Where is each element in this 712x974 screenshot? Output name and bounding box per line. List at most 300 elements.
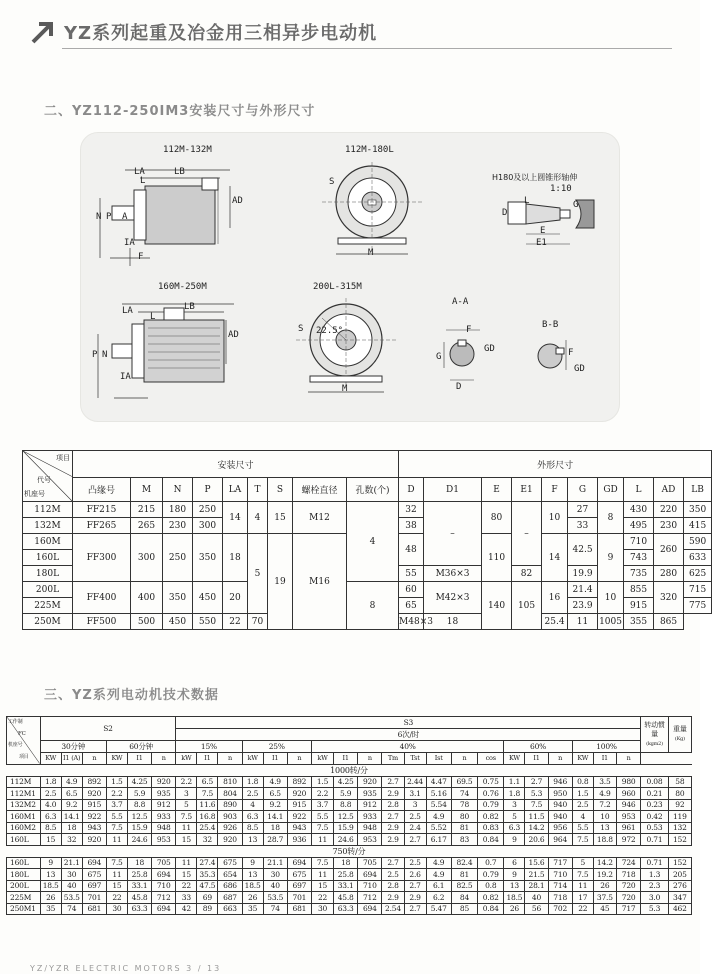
value-cell: 7.5 — [311, 822, 333, 834]
value-cell: 132 — [668, 822, 691, 834]
value-cell: 276 — [668, 880, 691, 892]
value-cell: 21.1 — [61, 857, 82, 869]
frame-cell: 160M1 — [7, 811, 41, 823]
frame-cell: 180L — [23, 566, 73, 582]
value-cell: 42 — [176, 903, 197, 915]
value-cell: 0.71 — [641, 834, 668, 846]
value-cell: 19.2 — [593, 869, 616, 881]
value-cell: 0.7 — [478, 857, 504, 869]
value-cell: 6.3 — [504, 822, 525, 834]
value-cell: 15.9 — [127, 822, 151, 834]
drawing-title-112m-132m: 112M-132M — [163, 145, 212, 155]
value-cell: 355 — [624, 614, 654, 630]
dim-label-lb: LB — [174, 167, 185, 177]
dim-label-a: A — [122, 212, 128, 222]
value-cell: 5.9 — [127, 788, 151, 800]
value-cell: 8 — [347, 582, 399, 630]
table2-corner-cell — [7, 717, 41, 765]
dim-label-ia-160: IA — [120, 372, 131, 382]
value-cell: 82 — [512, 566, 542, 582]
col-d1: D1 — [424, 478, 482, 502]
value-cell: 7.5 — [572, 834, 593, 846]
frame-cell: 225M — [23, 598, 73, 614]
dim-label-m-200: M — [342, 384, 348, 394]
value-cell: 13 — [242, 834, 263, 846]
column-header: KW — [572, 753, 593, 765]
arrow-up-right-icon — [30, 19, 56, 45]
value-cell: 250 — [163, 534, 193, 582]
value-cell: 6.1 — [426, 880, 451, 892]
col-n: N — [163, 478, 193, 502]
value-cell: 625 — [684, 566, 712, 582]
dim-label-ia: IA — [124, 238, 135, 248]
value-cell: 3 — [404, 799, 426, 811]
value-cell: 0.53 — [641, 822, 668, 834]
value-cell: 6.2 — [426, 892, 451, 904]
angle-label: 22.5° — [316, 326, 344, 336]
value-cell: 0.75 — [478, 776, 504, 788]
value-cell: 933 — [152, 811, 176, 823]
speed-750-header: 750转/分 — [7, 845, 692, 857]
value-cell: 230 — [654, 518, 684, 534]
flange-cell: FF215 — [73, 502, 131, 518]
value-cell: 697 — [82, 880, 106, 892]
dim-label-gd-aa: GD — [484, 344, 495, 354]
dim-label-n-160: N — [102, 350, 108, 360]
value-cell: 4.25 — [127, 776, 151, 788]
value-cell: 80 — [482, 502, 512, 534]
dim-label-l-160: L — [150, 312, 156, 322]
dim-label-f-bb: F — [568, 348, 574, 358]
value-cell: 4.47 — [426, 776, 451, 788]
value-cell: 10 — [542, 502, 568, 534]
value-cell: 152 — [668, 834, 691, 846]
value-cell: 687 — [218, 892, 242, 904]
value-cell: 1.8 — [40, 776, 61, 788]
value-cell: 30 — [311, 903, 333, 915]
value-cell: 0.8 — [478, 880, 504, 892]
value-cell: 450 — [193, 582, 223, 614]
value-cell: 694 — [287, 857, 311, 869]
value-cell: 11 — [311, 869, 333, 881]
value-cell: 4.0 — [40, 799, 61, 811]
value-cell: 15 — [176, 834, 197, 846]
value-cell: 1.3 — [641, 869, 668, 881]
table-row — [7, 834, 692, 846]
value-cell: 33 — [176, 892, 197, 904]
col-bolt: 螺栓直径 — [293, 478, 347, 502]
value-cell: 4 — [248, 502, 268, 534]
value-cell: 961 — [616, 822, 640, 834]
value-cell: 1.8 — [504, 788, 525, 800]
value-cell: 15 — [268, 502, 293, 534]
value-cell: 152 — [668, 857, 691, 869]
value-cell: 694 — [152, 903, 176, 915]
frame-cell: 225M — [7, 892, 41, 904]
value-cell: 22 — [223, 614, 248, 630]
value-cell: 2.5 — [242, 788, 263, 800]
col-la: LA — [223, 478, 248, 502]
value-cell: 940 — [548, 811, 572, 823]
col-t: T — [248, 478, 268, 502]
value-cell: 5.3 — [525, 788, 548, 800]
value-cell: 2.7 — [382, 857, 404, 869]
value-cell: 5.5 — [311, 811, 333, 823]
header-divider — [62, 48, 672, 49]
fc-60-header: 60% — [504, 741, 572, 753]
value-cell: 694 — [152, 869, 176, 881]
value-cell: 710 — [624, 534, 654, 550]
value-cell: 936 — [287, 834, 311, 846]
value-cell: 943 — [287, 822, 311, 834]
value-cell: 5 — [504, 811, 525, 823]
value-cell: 2.9 — [382, 892, 404, 904]
side-view-drawing-112m — [90, 158, 250, 270]
dim-label-n: N — [96, 212, 102, 222]
value-cell: 18 — [127, 857, 151, 869]
col-m: M — [131, 478, 163, 502]
value-cell: 4.25 — [334, 776, 358, 788]
table-row — [7, 892, 692, 904]
col-l: L — [624, 478, 654, 502]
value-cell: 81 — [451, 869, 477, 881]
value-cell: 8 — [598, 502, 624, 534]
value-cell: 25.8 — [334, 869, 358, 881]
value-cell: 15 — [311, 880, 333, 892]
value-cell: 953 — [358, 834, 382, 846]
dim-label-p-160: P — [92, 350, 98, 360]
value-cell: 2.5 — [404, 857, 426, 869]
drawing-title-200l-315m: 200L-315M — [313, 282, 362, 292]
value-cell: 2.4 — [404, 822, 426, 834]
value-cell: 347 — [668, 892, 691, 904]
value-cell: 663 — [218, 903, 242, 915]
value-cell: 18.8 — [593, 834, 616, 846]
fc-15-header: 15% — [176, 741, 242, 753]
value-cell: 0.84 — [478, 834, 504, 846]
table-row — [7, 857, 692, 869]
dimensions-table — [22, 450, 712, 630]
speed-1000-header: 1000转/分 — [7, 764, 692, 776]
value-cell: 915 — [624, 598, 654, 614]
value-cell: 11 — [106, 834, 127, 846]
weight-header — [668, 717, 691, 753]
value-cell: 810 — [218, 776, 242, 788]
frame-cell: 160L — [7, 834, 41, 846]
value-cell: 0.21 — [641, 788, 668, 800]
value-cell: 400 — [131, 582, 163, 614]
value-cell: 32 — [197, 834, 218, 846]
value-cell: 30 — [106, 903, 127, 915]
value-cell: 28.1 — [525, 880, 548, 892]
value-cell: 84 — [451, 892, 477, 904]
frame-cell: 200L — [23, 582, 73, 598]
value-cell: 32 — [399, 502, 424, 518]
value-cell: 16 — [542, 582, 568, 614]
value-cell: 58 — [668, 776, 691, 788]
value-cell: 8.5 — [242, 822, 263, 834]
table-row — [7, 869, 692, 881]
value-cell: 53.5 — [263, 892, 287, 904]
value-cell: M48×3 — [399, 614, 424, 630]
value-cell: 5.5 — [572, 822, 593, 834]
value-cell: 320 — [654, 582, 684, 614]
value-cell: 462 — [668, 903, 691, 915]
value-cell: 6 — [504, 857, 525, 869]
value-cell: 30 — [263, 869, 287, 881]
value-cell: M12 — [293, 502, 347, 534]
side-view-drawing-160m — [88, 294, 248, 412]
value-cell: 920 — [152, 776, 176, 788]
value-cell: 694 — [82, 857, 106, 869]
value-cell: 960 — [616, 788, 640, 800]
value-cell: 28.7 — [263, 834, 287, 846]
dim-label-d-aa: D — [456, 382, 462, 392]
value-cell: 718 — [616, 869, 640, 881]
value-cell: 47.5 — [197, 880, 218, 892]
value-cell: 10 — [593, 811, 616, 823]
value-cell: 714 — [548, 880, 572, 892]
value-cell: 250 — [193, 502, 223, 518]
value-cell: 1.5 — [311, 776, 333, 788]
column-header: I1 (A) — [63, 754, 81, 763]
value-cell: 12.5 — [334, 811, 358, 823]
value-cell: 953 — [152, 834, 176, 846]
column-header: n — [358, 753, 382, 765]
value-cell: 710 — [152, 880, 176, 892]
value-cell: 350 — [193, 534, 223, 582]
value-cell: 119 — [668, 811, 691, 823]
value-cell: – — [424, 502, 482, 566]
page-footer: YZ/YZR ELECTRIC MOTORS 3 / 13 — [30, 964, 222, 973]
col-gd: GD — [598, 478, 624, 502]
value-cell: 18.5 — [242, 880, 263, 892]
value-cell: 926 — [218, 822, 242, 834]
dim-label-l: L — [140, 176, 146, 186]
corner-frame-label: 机座号 — [24, 490, 45, 498]
value-cell: 15 — [176, 869, 197, 881]
value-cell: 19.9 — [568, 566, 598, 582]
value-cell: 710 — [358, 880, 382, 892]
value-cell: 6.3 — [242, 811, 263, 823]
value-cell: 9 — [504, 834, 525, 846]
value-cell: 701 — [287, 892, 311, 904]
value-cell: 11 — [572, 880, 593, 892]
s3-frequency-header: 6次/时 — [176, 729, 641, 741]
value-cell: 14.1 — [61, 811, 82, 823]
value-cell: 743 — [624, 550, 654, 566]
value-cell: 9 — [40, 857, 61, 869]
value-cell: 892 — [287, 776, 311, 788]
value-cell: 11.6 — [197, 799, 218, 811]
value-cell: 11.5 — [525, 811, 548, 823]
value-cell: 0.08 — [641, 776, 668, 788]
value-cell: 903 — [218, 811, 242, 823]
value-cell: 415 — [684, 518, 712, 534]
value-cell: 78 — [451, 799, 477, 811]
value-cell: 53.5 — [61, 892, 82, 904]
table1-corner-cell — [23, 451, 73, 502]
value-cell: 8.5 — [40, 822, 61, 834]
value-cell: 11 — [568, 614, 598, 630]
value-cell: 0.84 — [478, 903, 504, 915]
conical-shaft-drawing — [498, 190, 598, 252]
value-cell: 9 — [598, 534, 624, 582]
value-cell: 300 — [131, 534, 163, 582]
dim-label-l-shaft: L — [524, 196, 530, 206]
value-cell: 24.6 — [127, 834, 151, 846]
value-cell: 920 — [218, 834, 242, 846]
value-cell: 4 — [347, 502, 399, 582]
value-cell: 0.76 — [478, 788, 504, 800]
value-cell: 15 — [106, 880, 127, 892]
dim-label-s-200: S — [298, 324, 304, 334]
value-cell: – — [512, 502, 542, 566]
outline-dims-header: 外形尺寸 — [399, 451, 712, 478]
value-cell: 32 — [61, 834, 82, 846]
value-cell: 694 — [358, 903, 382, 915]
value-cell: 11 — [176, 857, 197, 869]
value-cell: 17 — [572, 892, 593, 904]
value-cell: 865 — [654, 614, 684, 630]
dim-label-p: P — [106, 212, 112, 222]
inertia-label: 转动惯量 — [644, 720, 665, 738]
rows-1000rpm — [7, 776, 692, 845]
corner-item-label: 项目 — [56, 454, 70, 462]
value-cell: 2.6 — [404, 869, 426, 881]
value-cell: 681 — [82, 903, 106, 915]
value-cell: 705 — [152, 857, 176, 869]
col-p: P — [193, 478, 223, 502]
value-cell: 2.9 — [404, 892, 426, 904]
value-cell: 715 — [684, 582, 712, 598]
value-cell: 5 — [176, 799, 197, 811]
value-cell: 2.2 — [106, 788, 127, 800]
dim-label-gd-bb: GD — [574, 364, 585, 374]
value-cell: 110 — [482, 534, 512, 582]
value-cell: 10 — [598, 582, 624, 614]
value-cell: 15.6 — [525, 857, 548, 869]
value-cell: 5.9 — [334, 788, 358, 800]
value-cell: 2.9 — [382, 822, 404, 834]
value-cell: 25.4 — [542, 614, 568, 630]
value-cell: 205 — [668, 869, 691, 881]
value-cell: 23.9 — [568, 598, 598, 614]
value-cell: 804 — [218, 788, 242, 800]
value-cell: 2.7 — [404, 834, 426, 846]
duration-60min: 60分钟 — [106, 741, 175, 753]
speed-group-row — [7, 845, 692, 857]
column-header: n — [152, 753, 176, 765]
value-cell: 920 — [287, 788, 311, 800]
value-cell: 5 — [248, 534, 268, 614]
section-title-tech-data: 三、YZ系列电动机技术数据 — [44, 688, 219, 703]
value-cell: 712 — [152, 892, 176, 904]
section-title-dimensions: 二、YZ112-250IM3安装尺寸与外形尺寸 — [44, 104, 316, 119]
value-cell: 300 — [193, 518, 223, 534]
value-cell: 980 — [616, 776, 640, 788]
col-flange: 凸缘号 — [73, 478, 131, 502]
value-cell: 912 — [358, 799, 382, 811]
value-cell: 943 — [82, 822, 106, 834]
value-cell: 3.5 — [593, 776, 616, 788]
value-cell: 1005 — [598, 614, 624, 630]
value-cell: 701 — [82, 892, 106, 904]
value-cell: 2.8 — [382, 799, 404, 811]
table-row — [7, 799, 692, 811]
value-cell: 9 — [242, 857, 263, 869]
value-cell: 694 — [358, 869, 382, 881]
column-header: KW — [106, 753, 127, 765]
drawing-title-conical-shaft: H180及以上圆锥形轴伸 — [492, 173, 578, 182]
page-header — [30, 14, 377, 50]
speed-group-row — [7, 764, 692, 776]
value-cell: 180 — [163, 502, 193, 518]
dim-label-lb-160: LB — [184, 302, 195, 312]
duration-30min: 30分钟 — [40, 741, 106, 753]
frame-cell: 112M — [23, 502, 73, 518]
flange-cell: FF400 — [73, 582, 131, 614]
duty-s3-header: S3 — [176, 717, 641, 729]
value-cell: 0.42 — [641, 811, 668, 823]
table1-header-row — [23, 478, 712, 502]
value-cell: 5.47 — [426, 903, 451, 915]
col-ad: AD — [654, 478, 684, 502]
fc-100-header: 100% — [572, 741, 641, 753]
value-cell: 48 — [399, 534, 424, 566]
value-cell: 5.52 — [426, 822, 451, 834]
value-cell: 82.4 — [451, 857, 477, 869]
value-cell: 69 — [197, 892, 218, 904]
value-cell: 2.2 — [311, 788, 333, 800]
value-cell: 855 — [624, 582, 654, 598]
value-cell: 4 — [572, 811, 593, 823]
corner-code-label: 代号 — [37, 476, 51, 484]
value-cell: 20 — [223, 582, 248, 614]
value-cell: M36×3 — [424, 566, 482, 582]
value-cell: 686 — [218, 880, 242, 892]
dim-label-s-112: S — [329, 177, 335, 187]
value-cell: 933 — [358, 811, 382, 823]
value-cell: 654 — [218, 869, 242, 881]
value-cell: 40 — [263, 880, 287, 892]
value-cell: 70 — [248, 614, 268, 630]
value-cell: 920 — [358, 776, 382, 788]
value-cell: 45.8 — [127, 892, 151, 904]
value-cell: 14.2 — [593, 857, 616, 869]
column-header: n — [616, 753, 640, 765]
section-bb-title: B-B — [542, 320, 559, 330]
value-cell: 26 — [504, 903, 525, 915]
value-cell: 775 — [684, 598, 712, 614]
value-cell: 350 — [163, 582, 193, 614]
column-header: n — [218, 753, 242, 765]
value-cell: 675 — [82, 869, 106, 881]
value-cell: 0.71 — [641, 857, 668, 869]
value-cell: 33 — [568, 518, 598, 534]
column-header: kW — [311, 753, 333, 765]
value-cell: 946 — [548, 776, 572, 788]
col-e1: E1 — [512, 478, 542, 502]
value-cell: 1.8 — [242, 776, 263, 788]
table-row — [7, 776, 692, 788]
value-cell: 63.3 — [127, 903, 151, 915]
value-cell: 26 — [40, 892, 61, 904]
value-cell: 7.5 — [106, 822, 127, 834]
frame-cell: 160L — [23, 550, 73, 566]
value-cell: 18 — [334, 857, 358, 869]
value-cell: 2.5 — [404, 811, 426, 823]
